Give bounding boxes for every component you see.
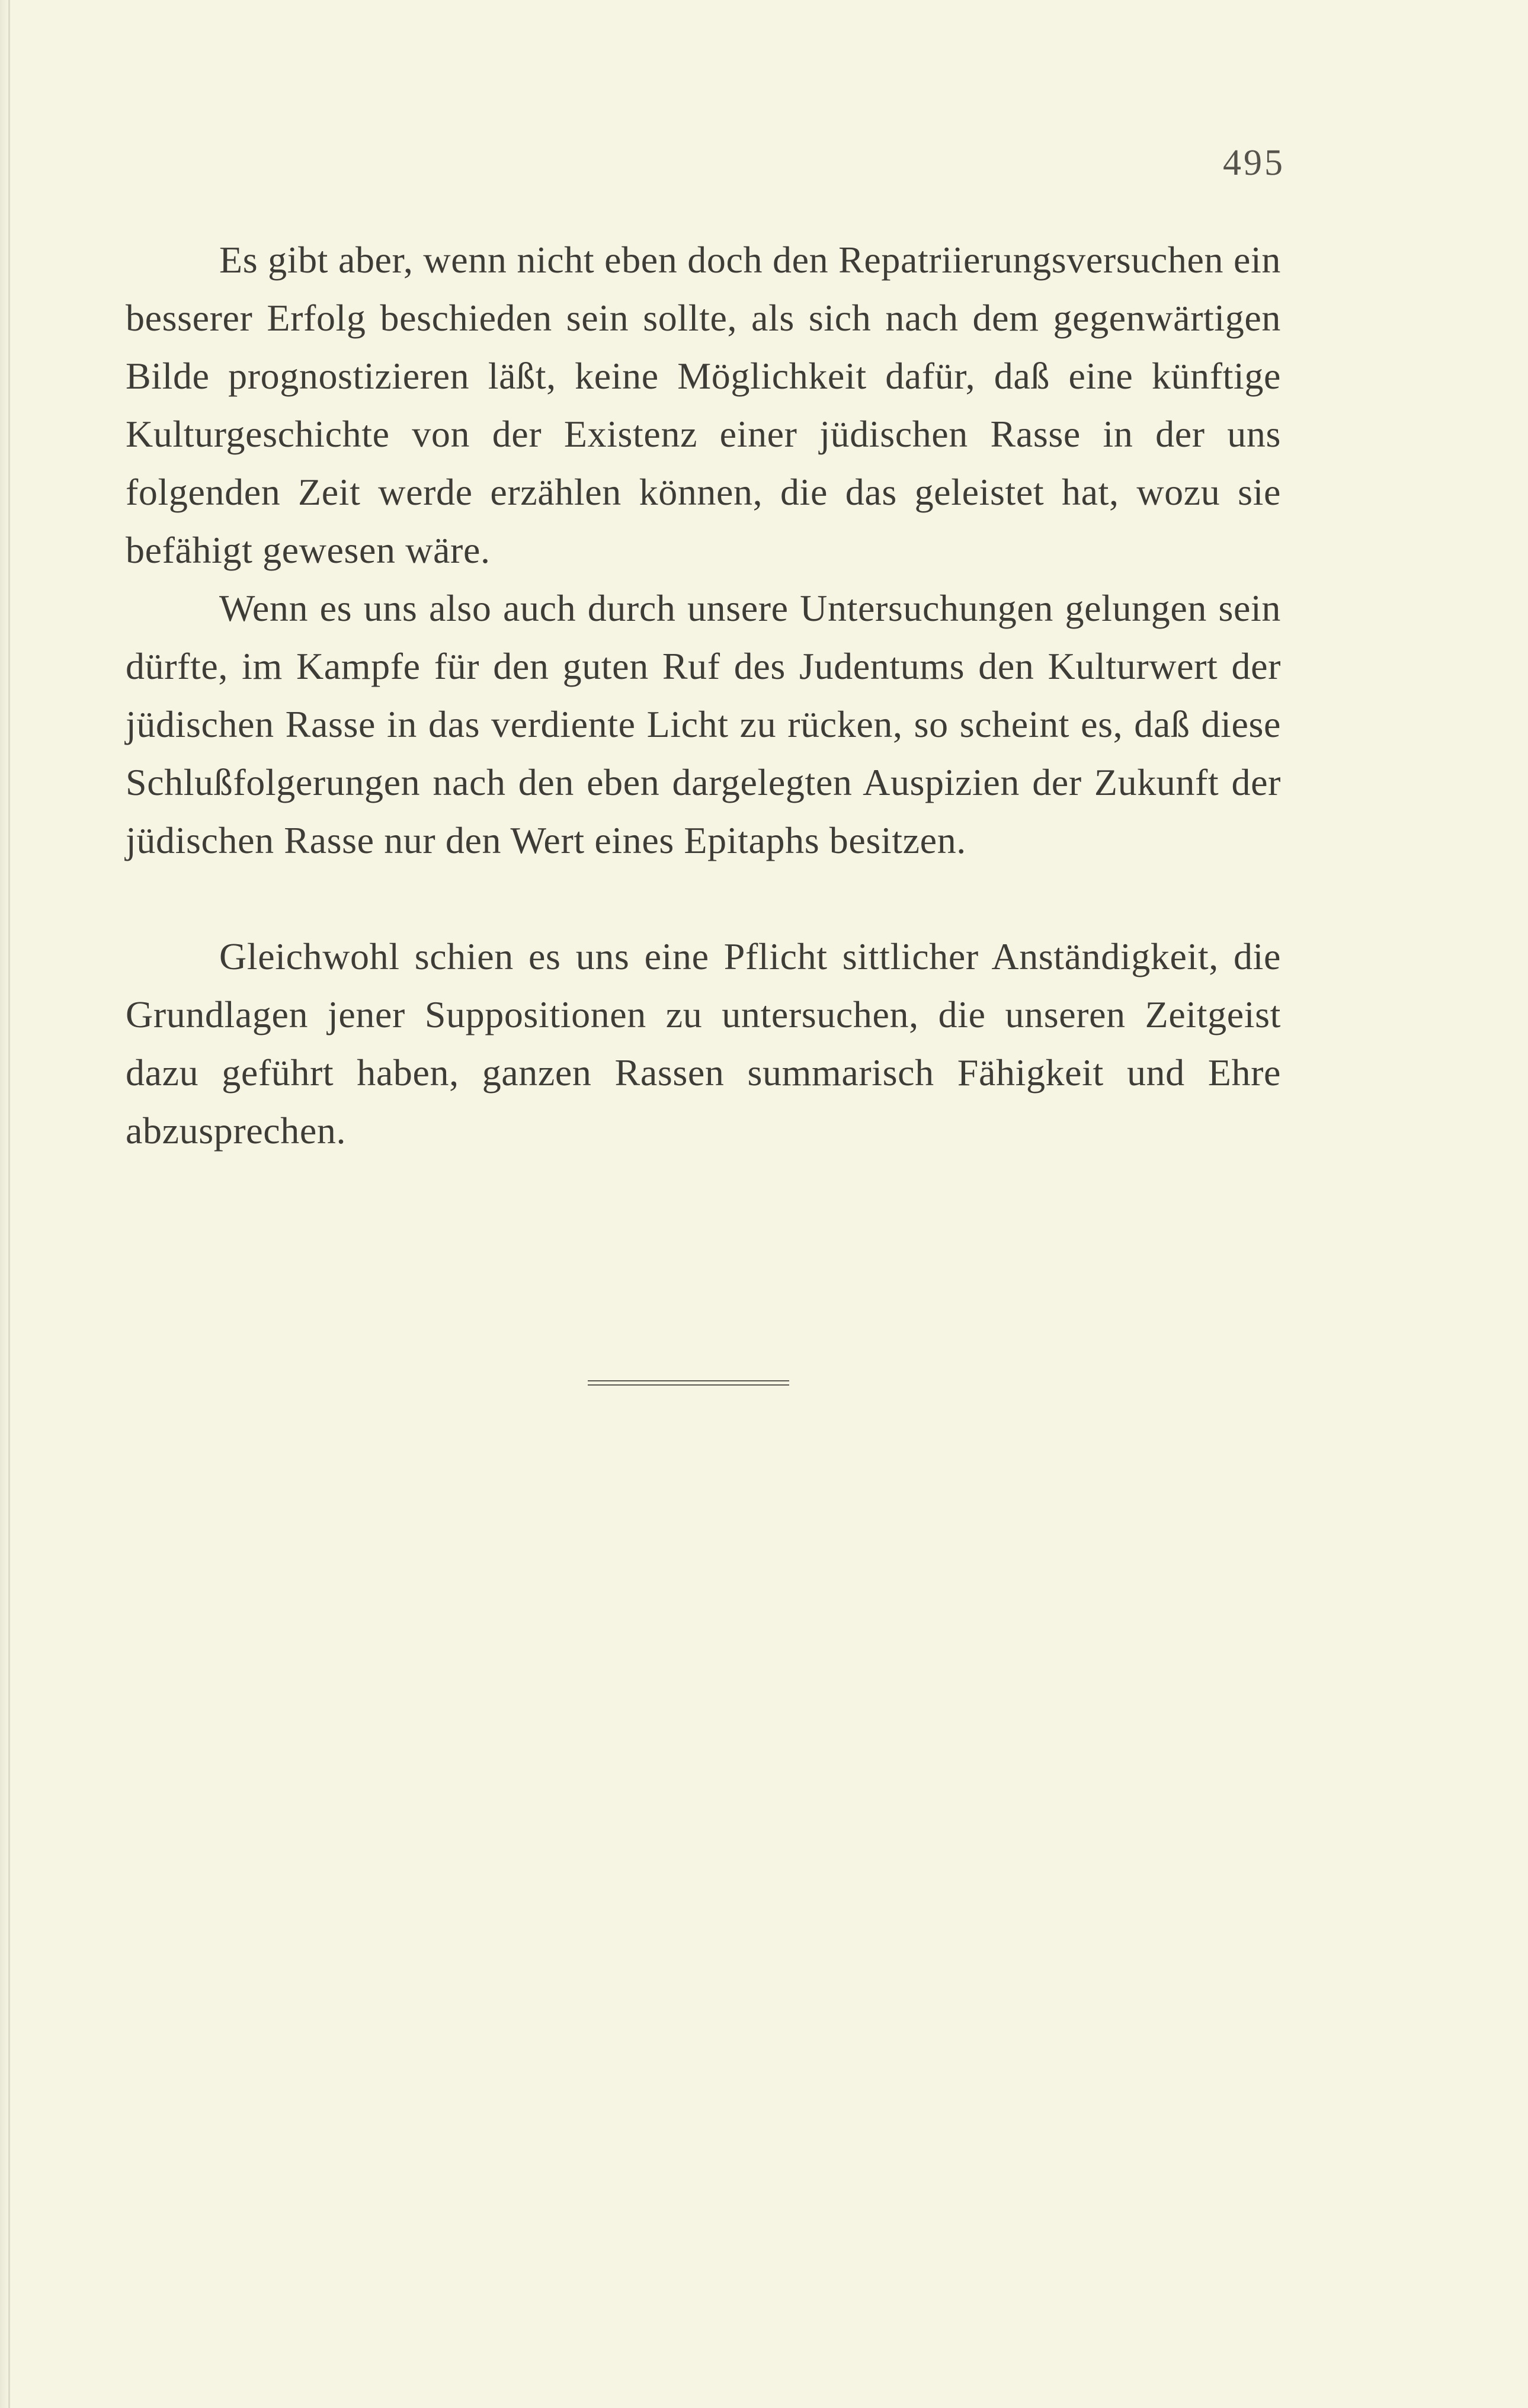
rule-line-top [588,1380,789,1381]
page-edge-line [8,0,10,2408]
body-text [126,231,1281,1160]
paragraph-3: Gleichwohl schien es uns eine Pflicht sittlicher Anständigkeit, die Grundlagen jener Suppositionen zu untersuchen, die unseren Zeitgeist dazu geführt haben, ganzen Rassen summarisch Fähigkeit und Ehre abzusprechen. [126,935,1281,1152]
section-end-rule [588,1380,789,1386]
rule-line-bottom [588,1384,789,1386]
paragraph-2: Wenn es uns also auch durch unsere Untersuchungen gelungen sein dürfte, im Kampfe für den guten Ruf des Judentums den Kulturwert der jüdischen Rasse in das verdiente Licht zu rücken, so scheint es, daß diese Schlußfolgerungen nach den eben dargelegten Auspizien der Zukunft der jüdischen Rasse nur den Wert eines Epitaphs besitzen. [126,587,1281,861]
paragraph-1: Es gibt aber, wenn nicht eben doch den Repatriierungsversuchen ein besserer Erfolg beschieden sein sollte, als sich nach dem gegenwärtigen Bilde prognostizieren läßt, keine Möglichkeit dafür, daß eine künftige Kulturgeschichte von der Existenz einer jüdischen Rasse in der uns folgenden Zeit werde erzählen können, die das geleistet hat, wozu sie befähigt gewesen wäre. [126,239,1281,571]
page-number: 495 [1223,143,1285,183]
